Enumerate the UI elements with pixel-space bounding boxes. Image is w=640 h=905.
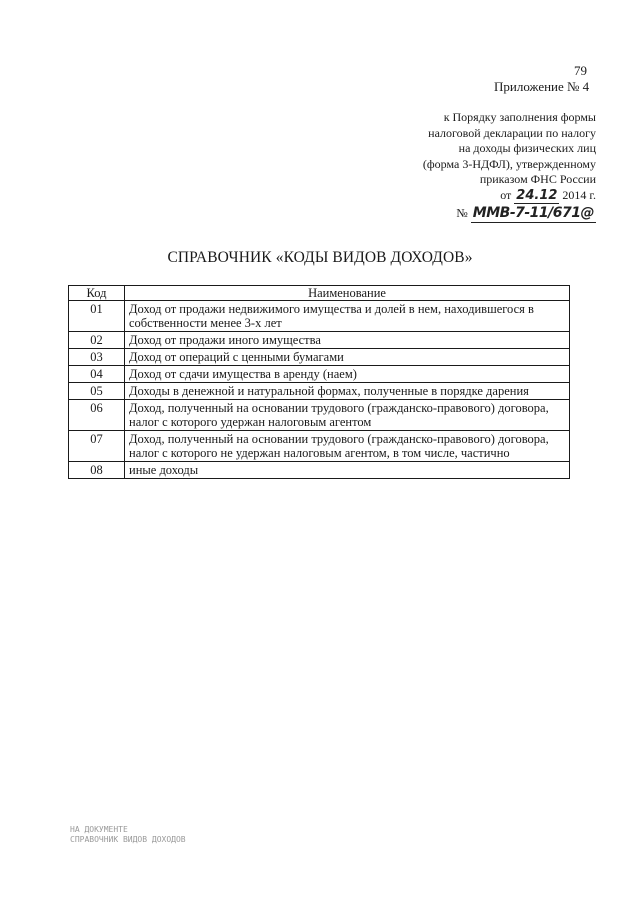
number-prefix: № xyxy=(456,206,468,220)
income-code: 03 xyxy=(69,349,125,366)
document-title: СПРАВОЧНИК «КОДЫ ВИДОВ ДОХОДОВ» xyxy=(167,249,473,266)
income-code: 01 xyxy=(69,301,125,332)
date-prefix: от xyxy=(500,187,512,202)
date-handwritten: 24.12 xyxy=(516,187,558,203)
number-handwritten: ММВ-7-11/671@ xyxy=(472,205,594,221)
column-header-code: Код xyxy=(69,286,125,301)
number-line xyxy=(366,206,596,223)
income-code: 02 xyxy=(69,332,125,349)
table-row xyxy=(69,431,570,462)
income-codes-table xyxy=(68,285,570,479)
table-row xyxy=(69,383,570,400)
income-name: Доход от операций с ценными бумагами xyxy=(125,349,570,366)
date-suffix: 2014 г. xyxy=(562,187,596,202)
approval-line: на доходы физических лиц xyxy=(458,141,596,155)
income-code: 06 xyxy=(69,400,125,431)
table-header-row xyxy=(69,286,570,301)
income-name: Доходы в денежной и натуральной формах, полученные в порядке дарения xyxy=(125,383,570,400)
appendix-title: Приложение № 4 xyxy=(494,79,590,94)
income-code: 08 xyxy=(69,462,125,479)
column-header-name: Наименование xyxy=(125,286,570,301)
income-name: Доход, полученный на основании трудового (гражданско-правового) договора, налог с которого удержан налоговым агентом xyxy=(125,400,570,431)
approval-block xyxy=(366,110,596,223)
approval-line: налоговой декларации по налогу xyxy=(428,125,596,140)
date-line xyxy=(366,188,596,205)
table-row xyxy=(69,366,570,383)
stamp-line: СПРАВОЧНИК ВИДОВ ДОХОДОВ xyxy=(70,835,186,844)
income-code: 04 xyxy=(69,366,125,383)
page-number: 79 xyxy=(574,63,587,78)
income-name: Доход, полученный на основании трудового (гражданско-правового) договора, налог с которого не удержан налоговым агентом, в том числе, частично xyxy=(125,431,570,462)
income-code: 07 xyxy=(69,431,125,462)
income-name: Доход от сдачи имущества в аренду (наем) xyxy=(125,366,570,383)
table-row xyxy=(69,400,570,431)
approval-line: к Порядку заполнения формы xyxy=(443,110,596,124)
footer-stamp xyxy=(70,825,186,845)
table-row xyxy=(69,301,570,332)
table-row xyxy=(69,462,570,479)
stamp-line: НА ДОКУМЕНТЕ xyxy=(70,825,128,834)
approval-line: (форма 3-НДФЛ), утвержденному xyxy=(422,156,596,171)
income-name: иные доходы xyxy=(125,462,570,479)
table-row xyxy=(69,332,570,349)
approval-line: приказом ФНС России xyxy=(479,172,596,186)
income-code: 05 xyxy=(69,383,125,400)
income-name: Доход от продажи иного имущества xyxy=(125,332,570,349)
table-row xyxy=(69,349,570,366)
income-name: Доход от продажи недвижимого имущества и долей в нем, находившегося в собственности менее 3-х лет xyxy=(125,301,570,332)
